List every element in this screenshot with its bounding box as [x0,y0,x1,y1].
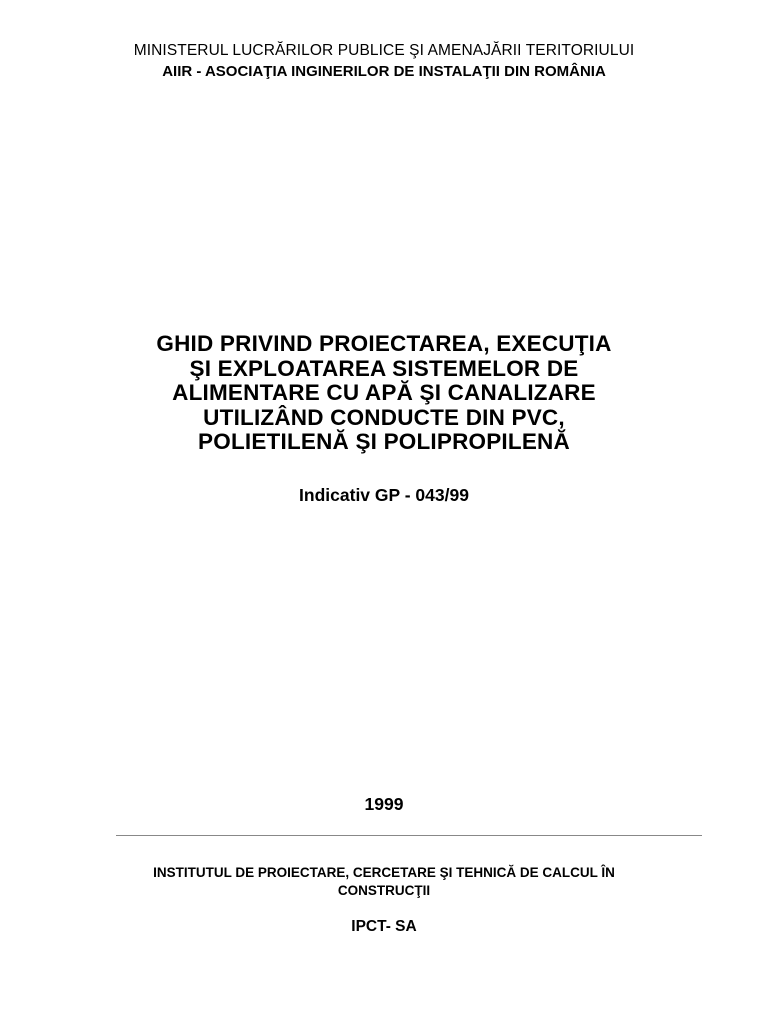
page-header [0,40,768,82]
title-line: UTILIZÂND CONDUCTE DIN PVC, [203,404,565,430]
publication-year: 1999 [364,794,404,814]
institute-name-line: INSTITUTUL DE PROIECTARE, CERCETARE ŞI TEHNICĂ DE CALCUL ÎN [153,865,615,880]
document-code: Indicativ GP - 043/99 [299,485,469,505]
title-line: ŞI EXPLOATAREA SISTEMELOR DE [189,355,579,381]
title-line: POLIETILENĂ ŞI POLIPROPILENĂ [198,429,570,454]
title-line: GHID PRIVIND PROIECTAREA, EXECUŢIA [156,331,612,356]
association-name: AIIR - ASOCIAŢIA INGINERILOR DE INSTALAŢII DIN ROMÂNIA [162,63,606,80]
institute-acronym: IPCT- SA [351,918,417,935]
ministry-name: MINISTERUL LUCRĂRILOR PUBLICE ŞI AMENAJĂRII TERITORIULUI [133,42,635,59]
institute-name-line: CONSTRUCŢII [337,883,431,898]
institute-name [0,864,768,900]
horizontal-divider [116,835,702,836]
title-line: ALIMENTARE CU APĂ ŞI CANALIZARE [172,380,596,405]
document-title [0,332,768,455]
